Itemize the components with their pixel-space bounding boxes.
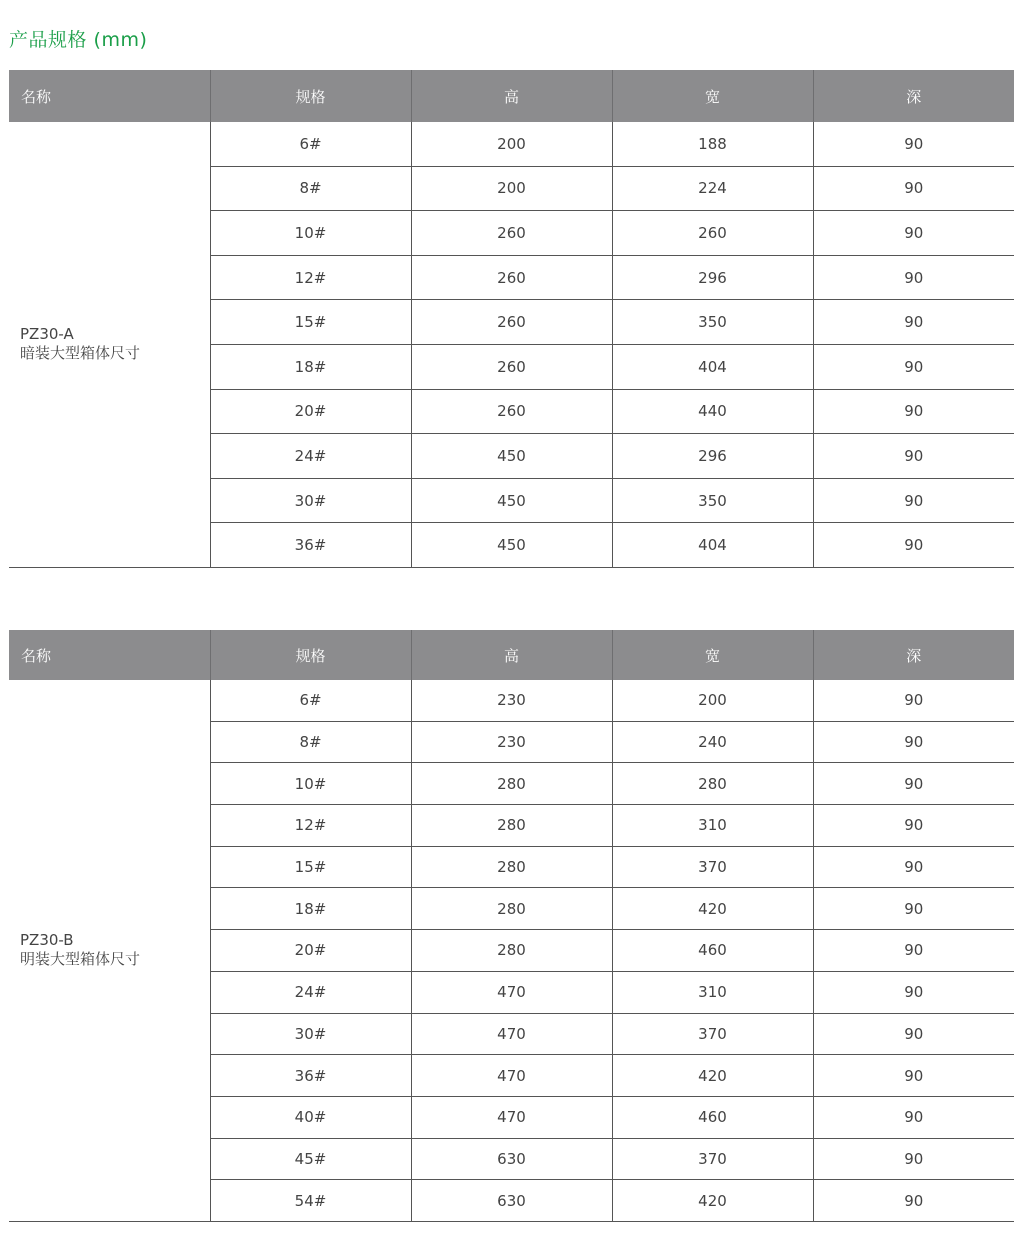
header-spec: 规格 (210, 70, 411, 122)
page-title: 产品规格 (mm) (9, 29, 148, 51)
width-cell: 370 (612, 1138, 813, 1180)
depth-cell: 90 (813, 478, 1014, 523)
product-name-cell (9, 122, 210, 567)
height-cell: 470 (411, 971, 612, 1013)
width-cell: 460 (612, 930, 813, 972)
width-cell: 310 (612, 971, 813, 1013)
spec-cell: 54# (210, 1180, 411, 1222)
height-cell: 260 (411, 211, 612, 256)
height-cell: 280 (411, 805, 612, 847)
depth-cell: 90 (813, 1055, 1014, 1097)
width-cell: 350 (612, 300, 813, 345)
header-height: 高 (411, 70, 612, 122)
spec-cell: 18# (210, 888, 411, 930)
width-cell: 280 (612, 763, 813, 805)
spec-table-pz30-a (9, 70, 1014, 568)
table-body (9, 680, 1014, 1221)
height-cell: 470 (411, 1013, 612, 1055)
spec-cell: 36# (210, 1055, 411, 1097)
spec-cell: 10# (210, 763, 411, 805)
depth-cell: 90 (813, 344, 1014, 389)
height-cell: 260 (411, 389, 612, 434)
depth-cell: 90 (813, 1138, 1014, 1180)
header-width: 宽 (612, 630, 813, 680)
width-cell: 296 (612, 434, 813, 479)
spec-cell: 15# (210, 846, 411, 888)
spec-cell: 6# (210, 680, 411, 721)
header-name: 名称 (9, 70, 210, 122)
width-cell: 404 (612, 523, 813, 568)
height-cell: 450 (411, 523, 612, 568)
product-description: 暗装大型箱体尺寸 (20, 344, 141, 363)
depth-cell: 90 (813, 389, 1014, 434)
table-header-row (9, 70, 1014, 122)
header-height: 高 (411, 630, 612, 680)
height-cell: 450 (411, 434, 612, 479)
width-cell: 350 (612, 478, 813, 523)
height-cell: 280 (411, 763, 612, 805)
depth-cell: 90 (813, 846, 1014, 888)
width-cell: 440 (612, 389, 813, 434)
header-width: 宽 (612, 70, 813, 122)
spec-cell: 20# (210, 930, 411, 972)
width-cell: 460 (612, 1096, 813, 1138)
spec-cell: 15# (210, 300, 411, 345)
width-cell: 370 (612, 1013, 813, 1055)
depth-cell: 90 (813, 721, 1014, 763)
spec-cell: 18# (210, 344, 411, 389)
depth-cell: 90 (813, 805, 1014, 847)
width-cell: 310 (612, 805, 813, 847)
height-cell: 280 (411, 930, 612, 972)
height-cell: 450 (411, 478, 612, 523)
depth-cell: 90 (813, 211, 1014, 256)
spec-cell: 6# (210, 122, 411, 166)
width-cell: 260 (612, 211, 813, 256)
table-body (9, 122, 1014, 567)
depth-cell: 90 (813, 1180, 1014, 1222)
header-name: 名称 (9, 630, 210, 680)
height-cell: 230 (411, 721, 612, 763)
depth-cell: 90 (813, 166, 1014, 211)
spec-cell: 20# (210, 389, 411, 434)
depth-cell: 90 (813, 523, 1014, 568)
spec-table-pz30-b (9, 630, 1014, 1222)
product-model: PZ30-A (20, 325, 74, 344)
width-cell: 224 (612, 166, 813, 211)
product-name-cell (9, 680, 210, 1221)
table-row (9, 122, 1014, 166)
depth-cell: 90 (813, 930, 1014, 972)
width-cell: 240 (612, 721, 813, 763)
depth-cell: 90 (813, 888, 1014, 930)
width-cell: 370 (612, 846, 813, 888)
product-description: 明装大型箱体尺寸 (20, 950, 141, 969)
width-cell: 404 (612, 344, 813, 389)
width-cell: 420 (612, 1180, 813, 1222)
depth-cell: 90 (813, 1096, 1014, 1138)
header-depth: 深 (813, 630, 1014, 680)
height-cell: 200 (411, 166, 612, 211)
height-cell: 200 (411, 122, 612, 166)
spec-cell: 8# (210, 721, 411, 763)
width-cell: 200 (612, 680, 813, 721)
spec-cell: 30# (210, 478, 411, 523)
spec-cell: 30# (210, 1013, 411, 1055)
height-cell: 260 (411, 300, 612, 345)
width-cell: 188 (612, 122, 813, 166)
depth-cell: 90 (813, 300, 1014, 345)
table-header-row (9, 630, 1014, 680)
spec-cell: 24# (210, 434, 411, 479)
height-cell: 470 (411, 1096, 612, 1138)
depth-cell: 90 (813, 763, 1014, 805)
spec-cell: 36# (210, 523, 411, 568)
header-depth: 深 (813, 70, 1014, 122)
height-cell: 260 (411, 255, 612, 300)
spec-cell: 12# (210, 805, 411, 847)
height-cell: 280 (411, 846, 612, 888)
height-cell: 630 (411, 1138, 612, 1180)
depth-cell: 90 (813, 680, 1014, 721)
height-cell: 230 (411, 680, 612, 721)
header-spec: 规格 (210, 630, 411, 680)
height-cell: 260 (411, 344, 612, 389)
spec-cell: 12# (210, 255, 411, 300)
depth-cell: 90 (813, 122, 1014, 166)
depth-cell: 90 (813, 971, 1014, 1013)
spec-cell: 10# (210, 211, 411, 256)
width-cell: 420 (612, 1055, 813, 1097)
product-model: PZ30-B (20, 931, 74, 950)
depth-cell: 90 (813, 1013, 1014, 1055)
depth-cell: 90 (813, 434, 1014, 479)
width-cell: 420 (612, 888, 813, 930)
height-cell: 280 (411, 888, 612, 930)
width-cell: 296 (612, 255, 813, 300)
spec-cell: 24# (210, 971, 411, 1013)
spec-cell: 8# (210, 166, 411, 211)
spec-cell: 40# (210, 1096, 411, 1138)
height-cell: 630 (411, 1180, 612, 1222)
table-row (9, 680, 1014, 721)
spec-cell: 45# (210, 1138, 411, 1180)
depth-cell: 90 (813, 255, 1014, 300)
height-cell: 470 (411, 1055, 612, 1097)
